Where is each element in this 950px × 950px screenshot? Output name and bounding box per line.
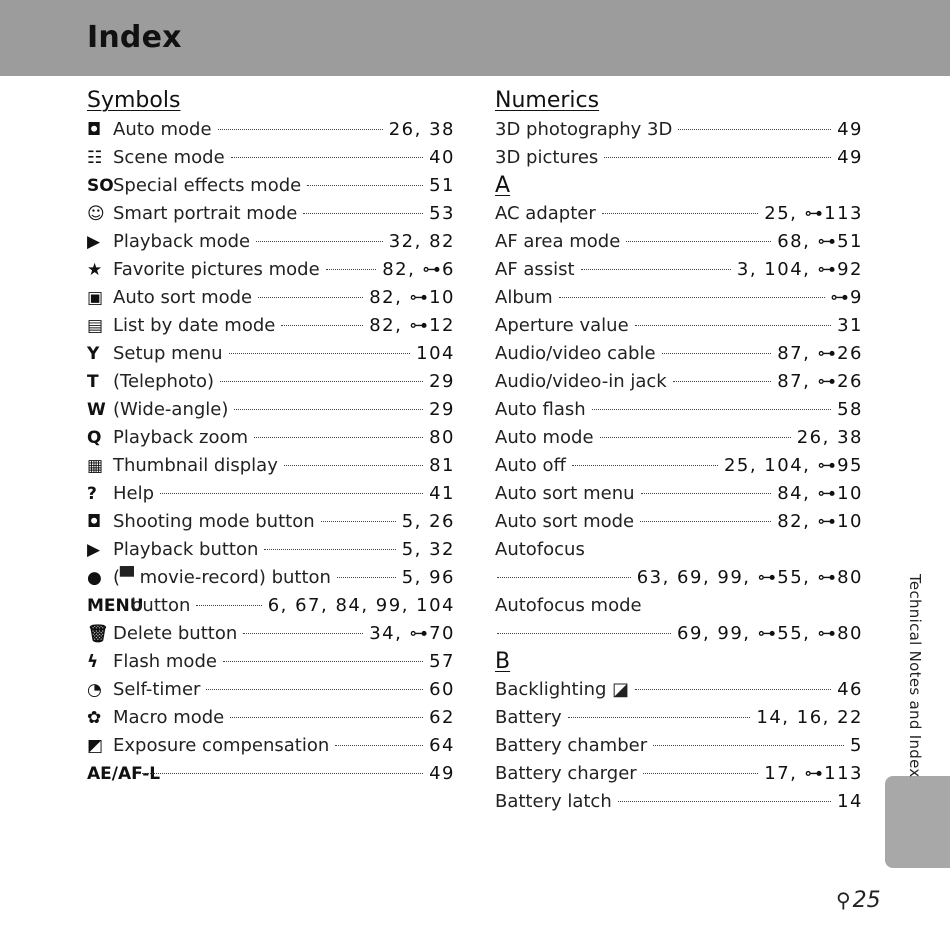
entry-pages: 68, ⊶51 bbox=[777, 231, 863, 252]
leader-dots bbox=[592, 409, 831, 410]
entry-label: Battery charger bbox=[495, 763, 637, 784]
entry-pages: 14 bbox=[837, 791, 863, 812]
entry-label: Battery bbox=[495, 707, 562, 728]
page-title: Index bbox=[87, 20, 182, 55]
entry-pages: 41 bbox=[429, 483, 455, 504]
entry-symbol-icon: ▶ bbox=[87, 232, 101, 252]
leader-dots bbox=[229, 353, 411, 354]
index-entry bbox=[87, 620, 455, 648]
leader-dots bbox=[618, 801, 831, 802]
entry-symbol-icon: ◩ bbox=[87, 736, 104, 756]
entry-label: Auto flash bbox=[495, 399, 586, 420]
index-entry-autofocus-pages bbox=[495, 564, 863, 592]
entry-pages: 62 bbox=[429, 707, 455, 728]
leader-dots bbox=[337, 577, 396, 578]
entry-symbol-icon: ★ bbox=[87, 260, 103, 280]
leader-dots bbox=[321, 521, 396, 522]
index-entry bbox=[87, 172, 455, 200]
index-entry bbox=[87, 200, 455, 228]
entry-label: Auto sort mode bbox=[113, 287, 253, 308]
entry-pages: 87, ⊶26 bbox=[777, 371, 863, 392]
leader-dots bbox=[230, 717, 423, 718]
entry-pages: 29 bbox=[429, 371, 455, 392]
leader-dots bbox=[243, 633, 363, 634]
entry-label: Auto mode bbox=[113, 119, 212, 140]
index-entry bbox=[495, 676, 863, 704]
entry-pages: 82, ⊶10 bbox=[369, 287, 455, 308]
leader-dots bbox=[673, 381, 772, 382]
entry-symbol-icon: AE/AF-L bbox=[87, 764, 161, 784]
leader-dots bbox=[559, 297, 825, 298]
symbols-column bbox=[87, 86, 455, 788]
entry-pages: 53 bbox=[429, 203, 455, 224]
entry-symbol-icon: ◘ bbox=[87, 120, 102, 140]
entry-pages: 60 bbox=[429, 679, 455, 700]
entry-pages: 104 bbox=[416, 343, 455, 364]
leader-dots bbox=[497, 577, 631, 578]
index-entry bbox=[495, 424, 863, 452]
leader-dots bbox=[600, 437, 791, 438]
entry-label: (Telephoto) bbox=[113, 371, 215, 392]
entry-pages: 49 bbox=[837, 147, 863, 168]
section-title-symbols: Symbols bbox=[87, 88, 181, 113]
entry-label: Thumbnail display bbox=[113, 455, 278, 476]
leader-dots bbox=[640, 521, 771, 522]
entry-symbol-icon: 🗑 bbox=[87, 624, 109, 644]
leader-dots bbox=[231, 157, 423, 158]
entry-pages: 14, 16, 22 bbox=[756, 707, 863, 728]
entry-pages: 34, ⊶70 bbox=[369, 623, 455, 644]
leader-dots bbox=[653, 745, 844, 746]
entry-label: (▀ movie-record) button bbox=[113, 567, 331, 588]
leader-dots bbox=[284, 465, 423, 466]
entry-pages: 5, 26 bbox=[401, 511, 455, 532]
index-entry bbox=[87, 116, 455, 144]
entry-label: Auto mode bbox=[495, 427, 594, 448]
leader-dots bbox=[220, 381, 423, 382]
index-entry bbox=[87, 368, 455, 396]
entry-pages: ⊶9 bbox=[830, 287, 863, 308]
leader-dots bbox=[206, 689, 423, 690]
index-entry bbox=[495, 760, 863, 788]
index-entry bbox=[87, 396, 455, 424]
entry-label: Auto sort menu bbox=[495, 483, 635, 504]
entry-pages: 49 bbox=[837, 119, 863, 140]
entry-pages: 3, 104, ⊶92 bbox=[736, 259, 863, 280]
entry-label: (Wide-angle) bbox=[113, 399, 229, 420]
entry-label: button bbox=[131, 595, 191, 616]
leader-dots bbox=[258, 297, 363, 298]
entry-pages: 5, 96 bbox=[401, 567, 455, 588]
entry-symbol-icon: Y bbox=[87, 344, 100, 364]
entry-pages: 26, 38 bbox=[388, 119, 455, 140]
entry-label: AC adapter bbox=[495, 203, 596, 224]
entry-label: Battery chamber bbox=[495, 735, 648, 756]
entry-pages: 29 bbox=[429, 399, 455, 420]
index-entry bbox=[87, 648, 455, 676]
entry-label: AF area mode bbox=[495, 231, 621, 252]
page-number bbox=[836, 888, 881, 913]
a-entries-list bbox=[495, 200, 863, 536]
entry-label: Special effects mode bbox=[113, 175, 302, 196]
index-entry bbox=[87, 284, 455, 312]
index-entry bbox=[87, 732, 455, 760]
entry-label: Exposure compensation bbox=[113, 735, 330, 756]
reference-section-icon: ⚲ bbox=[836, 888, 851, 912]
entry-pages: 5 bbox=[850, 735, 863, 756]
entry-pages: 6, 67, 84, 99, 104 bbox=[267, 595, 455, 616]
side-tab-label: Technical Notes and Index bbox=[906, 574, 924, 778]
index-entry bbox=[87, 424, 455, 452]
leader-dots bbox=[137, 773, 423, 774]
entry-symbol-icon: ▣ bbox=[87, 288, 104, 308]
entry-label: Playback zoom bbox=[113, 427, 249, 448]
entry-pages: 32, 82 bbox=[388, 231, 455, 252]
index-entry bbox=[87, 340, 455, 368]
leader-dots bbox=[281, 325, 363, 326]
leader-dots bbox=[326, 269, 377, 270]
entry-pages: 46 bbox=[837, 679, 863, 700]
entry-label: Auto off bbox=[495, 455, 566, 476]
leader-dots bbox=[581, 269, 731, 270]
entry-label: Album bbox=[495, 287, 553, 308]
index-entry-autofocus bbox=[495, 536, 863, 564]
entry-symbol-icon: ◘ bbox=[87, 512, 102, 532]
entry-pages: 51 bbox=[429, 175, 455, 196]
index-entry bbox=[495, 732, 863, 760]
entry-pages: 69, 99, ⊶55, ⊶80 bbox=[677, 623, 863, 644]
entry-label: Flash mode bbox=[113, 651, 217, 672]
entry-pages: 5, 32 bbox=[401, 539, 455, 560]
index-entry bbox=[495, 368, 863, 396]
leader-dots bbox=[643, 773, 759, 774]
leader-dots bbox=[678, 129, 831, 130]
entry-label: Audio/video-in jack bbox=[495, 371, 667, 392]
entry-pages: 80 bbox=[429, 427, 455, 448]
entry-symbol-icon: ▤ bbox=[87, 316, 104, 336]
leader-dots bbox=[196, 605, 261, 606]
entry-pages: 26, 38 bbox=[796, 427, 863, 448]
leader-dots bbox=[254, 437, 423, 438]
leader-dots bbox=[234, 409, 423, 410]
entry-label: Setup menu bbox=[113, 343, 223, 364]
entry-pages: 84, ⊶10 bbox=[777, 483, 863, 504]
entry-pages: 25, ⊶113 bbox=[764, 203, 863, 224]
entry-symbol-icon: W bbox=[87, 400, 106, 420]
leader-dots bbox=[218, 129, 383, 130]
entry-symbol-icon: MENU bbox=[87, 596, 144, 616]
index-entry bbox=[87, 592, 455, 620]
entry-label: Playback button bbox=[113, 539, 259, 560]
entry-symbol-icon: SO bbox=[87, 176, 114, 196]
b-entries-list bbox=[495, 676, 863, 816]
entry-pages: 17, ⊶113 bbox=[764, 763, 863, 784]
entry-pages: 49 bbox=[429, 763, 455, 784]
entry-pages: 25, 104, ⊶95 bbox=[723, 455, 863, 476]
alpha-column bbox=[495, 86, 863, 816]
letter-heading-b: B bbox=[495, 649, 511, 674]
entry-label: 3D photography 3D bbox=[495, 119, 673, 140]
leader-dots bbox=[626, 241, 771, 242]
entry-symbol-icon: ϟ bbox=[87, 652, 99, 672]
entry-label: Autofocus bbox=[495, 539, 585, 560]
header-bar bbox=[0, 0, 950, 76]
index-entry bbox=[495, 480, 863, 508]
entry-label: Aperture value bbox=[495, 315, 629, 336]
entry-label: Autofocus mode bbox=[495, 595, 642, 616]
index-entry bbox=[87, 256, 455, 284]
index-entry bbox=[87, 228, 455, 256]
section-title-numerics: Numerics bbox=[495, 88, 600, 113]
entry-label: Help bbox=[113, 483, 155, 504]
index-entry bbox=[87, 564, 455, 592]
leader-dots bbox=[568, 717, 751, 718]
index-entry bbox=[495, 228, 863, 256]
entry-symbol-icon: ☷ bbox=[87, 148, 103, 168]
entry-label: List by date mode bbox=[113, 315, 276, 336]
leader-dots bbox=[335, 745, 423, 746]
page-number-value: 25 bbox=[852, 888, 881, 913]
entry-symbol-icon: Q bbox=[87, 428, 102, 448]
side-tab-marker bbox=[885, 776, 950, 868]
index-entry bbox=[495, 788, 863, 816]
entry-pages: 64 bbox=[429, 735, 455, 756]
index-entry bbox=[495, 396, 863, 424]
entry-pages: 58 bbox=[837, 399, 863, 420]
index-entry bbox=[495, 340, 863, 368]
leader-dots bbox=[160, 493, 423, 494]
index-entry bbox=[87, 144, 455, 172]
entry-pages: 63, 69, 99, ⊶55, ⊶80 bbox=[636, 567, 863, 588]
leader-dots bbox=[602, 213, 759, 214]
leader-dots bbox=[604, 157, 831, 158]
leader-dots bbox=[635, 689, 831, 690]
index-entry bbox=[495, 116, 863, 144]
leader-dots bbox=[572, 465, 718, 466]
index-entry bbox=[495, 508, 863, 536]
entry-symbol-icon: ? bbox=[87, 484, 97, 504]
entry-label: Shooting mode button bbox=[113, 511, 315, 532]
entry-label: Self-timer bbox=[113, 679, 201, 700]
entry-pages: 31 bbox=[837, 315, 863, 336]
letter-heading-a: A bbox=[495, 173, 511, 198]
index-entry bbox=[87, 536, 455, 564]
entry-label: Auto sort mode bbox=[495, 511, 635, 532]
entry-label: Audio/video cable bbox=[495, 343, 656, 364]
numerics-list bbox=[495, 116, 863, 172]
entry-label: 3D pictures bbox=[495, 147, 599, 168]
entry-label: Macro mode bbox=[113, 707, 225, 728]
index-entry bbox=[87, 452, 455, 480]
entry-symbol-icon: ▦ bbox=[87, 456, 104, 476]
index-entry bbox=[495, 312, 863, 340]
index-entry bbox=[87, 760, 455, 788]
entry-symbol-icon: ☺ bbox=[87, 204, 105, 224]
entry-label: Delete button bbox=[113, 623, 238, 644]
index-entry bbox=[87, 508, 455, 536]
entry-pages: 40 bbox=[429, 147, 455, 168]
entry-label: Backlighting ◪ bbox=[495, 679, 630, 700]
leader-dots bbox=[256, 241, 383, 242]
entry-label: Smart portrait mode bbox=[113, 203, 298, 224]
leader-dots bbox=[303, 213, 423, 214]
index-entry-autofocus-mode bbox=[495, 592, 863, 620]
entry-pages: 81 bbox=[429, 455, 455, 476]
entry-symbol-icon: T bbox=[87, 372, 99, 392]
leader-dots bbox=[662, 353, 772, 354]
entry-pages: 82, ⊶12 bbox=[369, 315, 455, 336]
index-entry bbox=[495, 144, 863, 172]
entry-symbol-icon: ▶ bbox=[87, 540, 101, 560]
leader-dots bbox=[223, 661, 423, 662]
index-entry bbox=[495, 256, 863, 284]
entry-label: AF assist bbox=[495, 259, 575, 280]
entry-label: Favorite pictures mode bbox=[113, 259, 320, 280]
entry-symbol-icon: ✿ bbox=[87, 708, 102, 728]
index-entry bbox=[87, 704, 455, 732]
index-entry bbox=[495, 704, 863, 732]
leader-dots bbox=[641, 493, 772, 494]
entry-pages: 82, ⊶10 bbox=[777, 511, 863, 532]
entry-label: Playback mode bbox=[113, 231, 251, 252]
leader-dots bbox=[497, 633, 671, 634]
entry-symbol-icon: ● bbox=[87, 568, 102, 588]
index-entry bbox=[495, 452, 863, 480]
index-entry bbox=[495, 284, 863, 312]
symbols-list bbox=[87, 116, 455, 788]
index-entry bbox=[87, 676, 455, 704]
entry-pages: 82, ⊶6 bbox=[382, 259, 455, 280]
index-entry-autofocus-mode-pages bbox=[495, 620, 863, 648]
index-entry bbox=[495, 200, 863, 228]
leader-dots bbox=[307, 185, 423, 186]
entry-symbol-icon: ◔ bbox=[87, 680, 102, 700]
leader-dots bbox=[635, 325, 831, 326]
entry-label: Battery latch bbox=[495, 791, 612, 812]
entry-pages: 87, ⊶26 bbox=[777, 343, 863, 364]
leader-dots bbox=[264, 549, 395, 550]
index-entry bbox=[87, 312, 455, 340]
entry-pages: 57 bbox=[429, 651, 455, 672]
entry-label: Scene mode bbox=[113, 147, 225, 168]
index-entry bbox=[87, 480, 455, 508]
